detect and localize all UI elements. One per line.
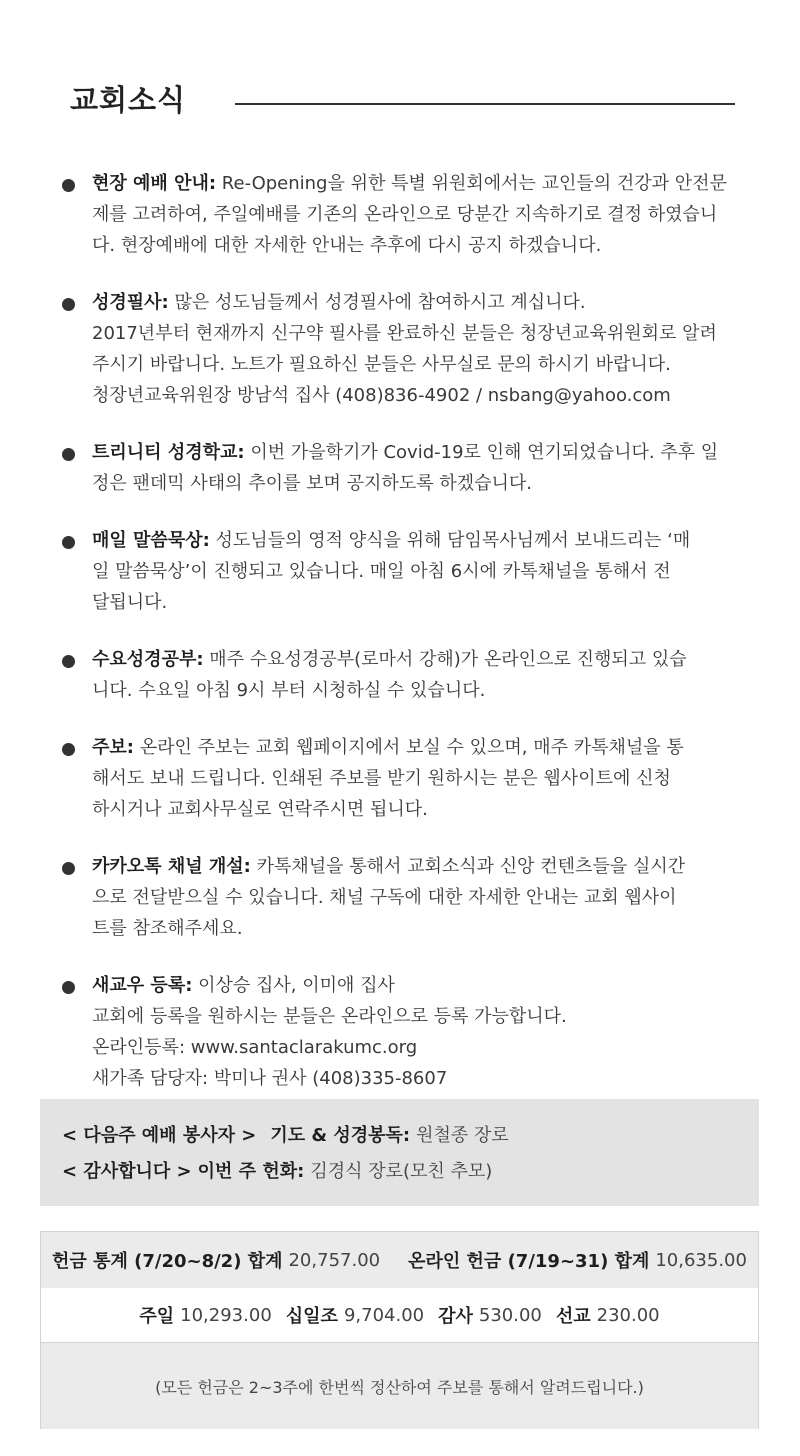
offering-table: [40, 1231, 759, 1429]
news-item-title: 트리니티 성경학교:: [92, 442, 245, 463]
news-item-text: 이상승 집사, 이미애 집사: [198, 975, 395, 996]
thanks-offering-label: 감사: [438, 1306, 473, 1327]
page-title: 교회소식: [70, 83, 187, 117]
news-item-text: 하시거나 교회사무실로 연락주시면 됩니다.: [92, 799, 428, 820]
mission-offering-value: 230.00: [596, 1304, 660, 1326]
news-item-text: 으로 전달받으실 수 있습니다. 채널 구독에 대한 자세한 안내는 교회 웹사이: [92, 887, 677, 908]
news-item-text: 일 말씀묵상’이 진행되고 있습니다. 매일 아침 6시에 카톡채널을 통해서 전: [92, 561, 671, 582]
offering-breakdown-row: [41, 1288, 758, 1343]
thanks-row: [62, 1157, 492, 1183]
news-item-text: 해서도 보내 드립니다. 인쇄된 주보를 받기 원하시는 분은 웹사이트에 신청: [92, 768, 671, 789]
offering-note: (모든 헌금은 2~3주에 한번씩 정산하여 주보를 통해서 알려드립니다.): [155, 1377, 644, 1397]
bullet-icon: [62, 655, 75, 668]
news-item-title: 매일 말씀묵상:: [92, 530, 210, 551]
online-offering-label: 온라인 헌금 (7/19~31) 합계: [408, 1251, 650, 1272]
news-item-wednesday-study: [62, 644, 752, 706]
news-item-text: 다. 현장예배에 대한 자세한 안내는 추후에 다시 공지 하겠습니다.: [92, 235, 602, 256]
news-item-bible-transcription: [62, 287, 752, 411]
header-divider: [235, 103, 735, 105]
section-header: [70, 78, 735, 126]
news-item-text: 카톡채널을 통해서 교회소식과 신앙 컨텐츠들을 실시간: [256, 856, 686, 877]
news-item-contact: 청장년교육위원장 방남석 집사 (408)836-4902 / nsbang@yahoo.com: [92, 385, 671, 406]
worship-servers-box: [40, 1099, 759, 1206]
news-item-line: [92, 437, 752, 468]
bullet-icon: [62, 981, 75, 994]
thanks-offering-value: 530.00: [478, 1304, 542, 1326]
offering-stats-label: 헌금 통계 (7/20~8/2) 합계: [52, 1251, 283, 1272]
bullet-icon: [62, 743, 75, 756]
bullet-icon: [62, 862, 75, 875]
news-item-text: 제를 고려하여, 주일예배를 기존의 온라인으로 당분간 지속하기로 결정 하였습니: [92, 204, 718, 225]
news-item-text: 주시기 바랍니다. 노트가 필요하신 분들은 사무실로 문의 하시기 바랍니다.: [92, 354, 671, 375]
bullet-icon: [62, 298, 75, 311]
news-item-line: [92, 525, 752, 556]
offering-note-row: [41, 1343, 758, 1429]
next-week-label: < 다음주 예배 봉사자 >: [62, 1125, 257, 1146]
news-item-line: [92, 168, 752, 199]
news-item-text: 트를 참조해주세요.: [92, 918, 243, 939]
tithe-label: 십일조: [285, 1306, 338, 1327]
bullet-icon: [62, 536, 75, 549]
news-item-title: 주보:: [92, 737, 134, 758]
news-item-line: [92, 851, 752, 882]
news-item-trinity-school: [62, 437, 752, 499]
news-item-title: 현장 예배 안내:: [92, 173, 217, 194]
news-list: [62, 168, 752, 1120]
prayer-label: 기도 & 성경봉독:: [270, 1125, 411, 1146]
news-item-text: 많은 성도님들께서 성경필사에 참여하시고 계십니다.: [174, 292, 586, 313]
news-item-contact: 새가족 담당자: 박미나 권사 (408)335-8607: [92, 1068, 448, 1089]
online-offering-total: 10,635.00: [655, 1249, 747, 1271]
news-item-title: 카카오톡 채널 개설:: [92, 856, 251, 877]
news-item-title: 성경필사:: [92, 292, 169, 313]
news-item-text: Re-Opening을 위한 특별 위원회에서는 교인들의 건강과 안전문: [221, 173, 727, 194]
offering-totals-row: [41, 1232, 758, 1289]
news-item-title: 새교우 등록:: [92, 975, 193, 996]
next-week-servers-row: [62, 1121, 509, 1147]
news-item-line: [92, 970, 752, 1001]
news-item-text: 2017년부터 현재까지 신구약 필사를 완료하신 분들은 청장년교육위원회로 알려: [92, 323, 717, 344]
news-item-text: 매주 수요성경공부(로마서 강해)가 온라인으로 진행되고 있습: [209, 649, 687, 670]
news-item-text: 정은 팬데믹 사태의 추이를 보며 공지하도록 하겠습니다.: [92, 473, 532, 494]
bullet-icon: [62, 179, 75, 192]
news-item-text: 성도님들의 영적 양식을 위해 담임목사님께서 보내드리는 ‘매: [215, 530, 691, 551]
thanks-label: < 감사합니다 >: [62, 1161, 192, 1182]
sunday-offering-label: 주일: [139, 1306, 175, 1327]
sunday-offering-value: 10,293.00: [180, 1304, 272, 1326]
news-item-kakao-channel: [62, 851, 752, 944]
news-item-onsite-worship: [62, 168, 752, 261]
news-item-new-members: [62, 970, 752, 1094]
news-item-bulletin: [62, 732, 752, 825]
bullet-icon: [62, 448, 75, 461]
news-item-title: 수요성경공부:: [92, 649, 204, 670]
news-item-line: [92, 644, 752, 675]
news-item-registration-link: 온라인등록: www.santaclarakumc.org: [92, 1037, 418, 1058]
flower-offering-label: 이번 주 헌화:: [197, 1161, 305, 1182]
offering-stats-total: 20,757.00: [288, 1249, 381, 1271]
flower-offering-value: 김경식 장로(모친 추모): [310, 1161, 493, 1182]
news-item-text: 니다. 수요일 아침 9시 부터 시청하실 수 있습니다.: [92, 680, 486, 701]
news-item-daily-devotion: [62, 525, 752, 618]
news-item-text: 이번 가을학기가 Covid-19로 인해 연기되었습니다. 추후 일: [250, 442, 719, 463]
news-item-text: 온라인 주보는 교회 웹페이지에서 보실 수 있으며, 매주 카톡채널을 통: [139, 737, 684, 758]
tithe-value: 9,704.00: [343, 1304, 425, 1326]
prayer-value: 원철종 장로: [416, 1125, 509, 1146]
news-item-line: [92, 732, 752, 763]
mission-offering-label: 선교: [555, 1306, 591, 1327]
news-item-text: 교회에 등록을 원하시는 분들은 온라인으로 등록 가능합니다.: [92, 1006, 567, 1027]
news-item-line: [92, 287, 752, 318]
news-item-text: 달됩니다.: [92, 592, 168, 613]
